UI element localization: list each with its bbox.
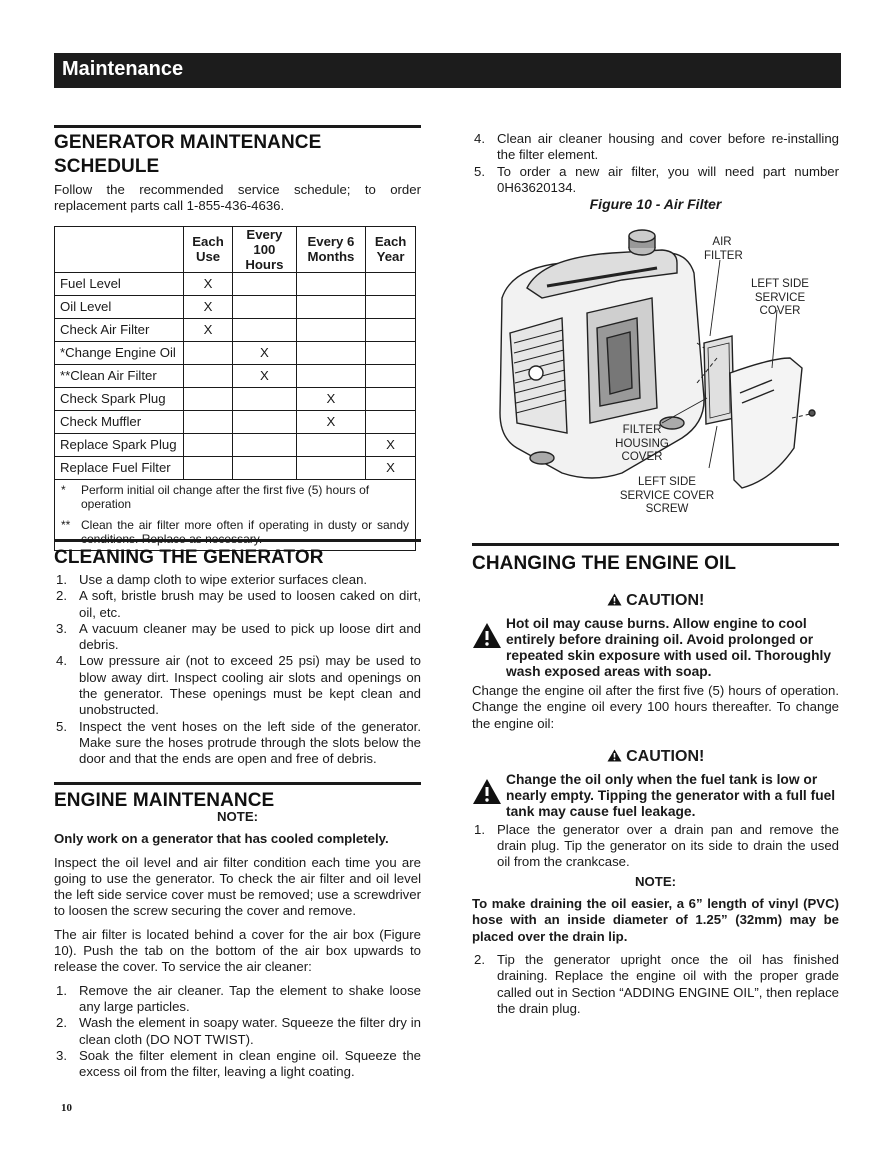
schedule-mark: [184, 456, 233, 479]
list-item: 5. To order a new air filter, you will need part number 0H63620134.: [474, 163, 839, 195]
schedule-mark: [184, 341, 233, 364]
label-housing-cover: FILTER HOUSING COVER: [615, 424, 669, 463]
cleaning-steps: [54, 572, 421, 768]
caution-text: Change the oil only when the fuel tank is low or nearly empty. Tipping the generator with a full fuel tank may cause fuel leakage.: [506, 771, 836, 819]
table-row: [55, 433, 416, 456]
schedule-mark: [184, 433, 233, 456]
row-label: **Clean Air Filter: [55, 364, 184, 387]
engine-paragraph: The air filter is located behind a cover for the air box (Figure 10). Push the tab on the bottom of the air box upwards to release the cover. To service the air cleaner:: [54, 926, 421, 975]
schedule-mark: [366, 364, 416, 387]
schedule-mark: X: [296, 387, 365, 410]
list-item: 2. A soft, bristle brush may be used to loosen caked on dirt, oil, etc.: [56, 588, 421, 620]
schedule-mark: [184, 410, 233, 433]
caution-title: CAUTION!: [472, 748, 839, 766]
column-header: Every 6 Months: [296, 226, 365, 272]
schedule-mark: [233, 272, 297, 295]
list-item: 3. Soak the filter element in clean engine oil. Squeeze the excess oil from the filter, leaving a light coating.: [56, 1047, 421, 1080]
schedule-mark: [366, 410, 416, 433]
warning-icon: [472, 778, 502, 805]
note-text: To make draining the oil easier, a 6” length of vinyl (PVC) hose with an inside diameter of 1.25” (32mm) may be placed over the drain lip.: [472, 896, 839, 944]
oil-section: [472, 543, 839, 1017]
table-row: [55, 272, 416, 295]
schedule-mark: X: [296, 410, 365, 433]
row-label: Oil Level: [55, 295, 184, 318]
row-label: Fuel Level: [55, 272, 184, 295]
schedule-mark: [296, 433, 365, 456]
schedule-mark: [233, 387, 297, 410]
caution-text: Hot oil may cause burns. Allow engine to cool entirely before draining oil. Avoid prolonged or repeated skin exposure with used oil. Thoroughly wash exposed areas with soap.: [506, 616, 832, 679]
schedule-mark: X: [233, 364, 297, 387]
table-note: ** Clean the air filter more often if operating in dusty or sandy conditions. Replace as necessary.: [61, 517, 409, 547]
cleaning-section: [54, 539, 421, 768]
column-header: Every 100 Hours: [233, 226, 297, 272]
row-label: Check Spark Plug: [55, 387, 184, 410]
note-text: Only work on a generator that has cooled completely.: [54, 831, 389, 847]
row-label: Replace Fuel Filter: [55, 456, 184, 479]
list-item: 1. Remove the air cleaner. Tap the element to shake loose any large particles.: [56, 982, 421, 1014]
schedule-mark: [296, 341, 365, 364]
schedule-mark: X: [366, 456, 416, 479]
schedule-mark: X: [184, 272, 233, 295]
table-row: [55, 456, 416, 479]
cleaning-heading: CLEANING THE GENERATOR: [54, 547, 324, 568]
engine-section: [54, 782, 421, 1080]
engine-paragraph: Inspect the oil level and air filter condition each time you are going to use the generator. To check the air filter and oil level the left side service cover must be removed; use a screwdriver to loosen the screw securing the cover and remove.: [54, 854, 421, 919]
schedule-mark: [366, 341, 416, 364]
page-number: 10: [61, 1102, 72, 1114]
list-item: 1. Place the generator over a drain pan and remove the drain plug. Tip the generator on its side to drain the used oil from the crankcase.: [474, 821, 839, 870]
warning-icon: [472, 622, 502, 649]
schedule-mark: [233, 410, 297, 433]
schedule-heading: GENERATOR MAINTENANCE SCHEDULE: [54, 132, 322, 177]
schedule-mark: [296, 364, 365, 387]
schedule-intro: Follow the recommended service schedule; to order replacement parts call 1-855-436-4636.: [54, 182, 421, 214]
schedule-mark: [233, 318, 297, 341]
schedule-mark: [366, 272, 416, 295]
table-row: [55, 341, 416, 364]
warning-icon: [607, 593, 622, 606]
table-row: [55, 410, 416, 433]
list-item: 2. Tip the generator upright once the oil has finished draining. Replace the engine oil with the proper grade called out in Section “ADDING ENGINE OIL”, then replace the drain plug.: [474, 951, 839, 1016]
row-label: *Change Engine Oil: [55, 341, 184, 364]
note-label: NOTE:: [634, 873, 677, 889]
schedule-mark: [296, 295, 365, 318]
caution-block: [472, 748, 839, 820]
caution-title: CAUTION!: [472, 592, 839, 610]
table-row: [55, 364, 416, 387]
engine-heading: ENGINE MAINTENANCE: [54, 790, 275, 811]
warning-icon: [607, 749, 622, 762]
schedule-mark: [184, 364, 233, 387]
label-side-cover: LEFT SIDE SERVICE COVER: [751, 278, 809, 317]
schedule-mark: X: [184, 295, 233, 318]
schedule-mark: [233, 433, 297, 456]
schedule-mark: [296, 272, 365, 295]
figure-title: Figure 10 - Air Filter: [589, 196, 722, 212]
row-label: Replace Spark Plug: [55, 433, 184, 456]
row-label: Check Muffler: [55, 410, 184, 433]
air-cleaner-steps-continued: [472, 131, 839, 196]
schedule-mark: X: [366, 433, 416, 456]
section-title: Maintenance: [62, 58, 184, 80]
list-item: 4. Clean air cleaner housing and cover before re-installing the filter element.: [474, 131, 839, 163]
list-item: 3. A vacuum cleaner may be used to pick up loose dirt and debris.: [56, 620, 421, 653]
column-header: Each Use: [184, 226, 233, 272]
table-note: * Perform initial oil change after the first five (5) hours of operation: [61, 482, 370, 512]
table-header-row: [55, 226, 416, 272]
table-row: [55, 318, 416, 341]
list-item: 4. Low pressure air (not to exceed 25 psi) may be used to blow away dirt. Inspect cooling air slots and openings on the generator. These openings must be kept clean and unobstructed.: [56, 653, 421, 718]
schedule-mark: [233, 456, 297, 479]
label-air-filter: AIR FILTER: [704, 236, 743, 262]
column-header: Each Year: [366, 226, 416, 272]
oil-heading: CHANGING THE ENGINE OIL: [472, 553, 737, 574]
schedule-mark: [233, 295, 297, 318]
schedule-mark: [366, 318, 416, 341]
air-cleaner-steps: [54, 983, 421, 1081]
list-item: 2. Wash the element in soapy water. Squeeze the filter dry in clean cloth (DO NOT TWIST).: [56, 1015, 421, 1047]
maintenance-schedule-table: [54, 226, 416, 551]
section-banner: [54, 53, 841, 88]
list-item: 5. Inspect the vent hoses on the left side of the generator. Make sure the hoses protrude through the slots below the door and that the ends are open and free of debris.: [56, 718, 421, 767]
schedule-mark: [366, 387, 416, 410]
table-row: [55, 387, 416, 410]
schedule-mark: [184, 387, 233, 410]
table-row: [55, 295, 416, 318]
note-label: NOTE:: [216, 809, 259, 824]
figure-air-filter: [472, 196, 839, 526]
schedule-section: [54, 125, 421, 551]
caution-block: [472, 592, 839, 680]
schedule-mark: X: [184, 318, 233, 341]
schedule-mark: [366, 295, 416, 318]
oil-paragraph: Change the engine oil after the first five (5) hours of operation. Change the engine oil every 100 hours thereafter. To change the engine oil:: [472, 683, 839, 731]
oil-steps: [472, 822, 839, 871]
schedule-mark: [296, 456, 365, 479]
schedule-mark: X: [233, 341, 297, 364]
label-cover-screw: LEFT SIDE SERVICE COVER SCREW: [619, 476, 715, 515]
list-item: 1. Use a damp cloth to wipe exterior surfaces clean.: [56, 572, 368, 587]
schedule-mark: [296, 318, 365, 341]
row-label: Check Air Filter: [55, 318, 184, 341]
